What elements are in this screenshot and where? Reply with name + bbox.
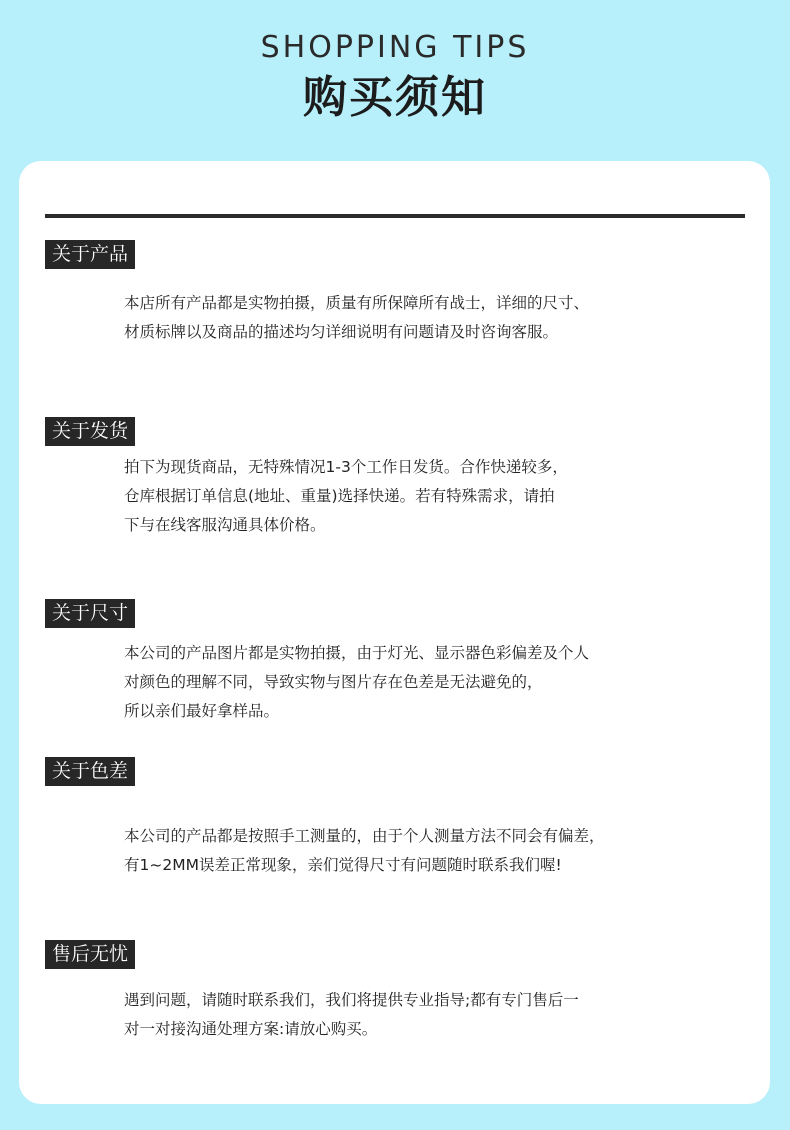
section-label-color: 关于色差 — [45, 757, 135, 786]
text-line: 对一对接沟通处理方案:请放心购买。 — [124, 1020, 378, 1038]
section-body-color — [124, 822, 724, 880]
text-line: 所以亲们最好拿样品。 — [124, 702, 280, 720]
text-line: 本公司的产品图片都是实物拍摄，由于灯光、显示器色彩偏差及个人 — [124, 644, 590, 662]
section-label-product: 关于产品 — [45, 240, 135, 269]
english-title: SHOPPING TIPS — [260, 30, 530, 65]
section-label-aftersales: 售后无忧 — [45, 940, 135, 969]
text-line: 遇到问题，请随时联系我们，我们将提供专业指导;都有专门售后一 — [124, 991, 579, 1009]
chinese-title: 购买须知 — [303, 72, 487, 123]
section-label-size: 关于尺寸 — [45, 599, 135, 628]
section-body-aftersales — [124, 986, 724, 1044]
section-label-shipping: 关于发货 — [45, 417, 135, 446]
section-body-product — [124, 289, 724, 347]
text-line: 材质标牌以及商品的描述均匀详细说明有问题请及时咨询客服。 — [124, 323, 559, 341]
text-line: 本公司的产品都是按照手工测量的，由于个人测量方法不同会有偏差， — [124, 827, 605, 845]
text-line: 本店所有产品都是实物拍摄，质量有所保障所有战士，详细的尺寸、 — [124, 294, 590, 312]
section-body-size — [124, 639, 724, 726]
tips-card — [19, 161, 770, 1104]
text-line: 仓库根据订单信息(地址、重量)选择快递。若有特殊需求，请拍 — [124, 487, 555, 505]
text-line: 对颜色的理解不同，导致实物与图片存在色差是无法避免的， — [124, 673, 543, 691]
page-header — [0, 0, 790, 160]
section-body-shipping — [124, 453, 724, 540]
divider-rule — [45, 214, 745, 218]
text-line: 有1~2MM误差正常现象，亲们觉得尺寸有问题随时联系我们喔! — [124, 856, 562, 874]
text-line: 下与在线客服沟通具体价格。 — [124, 516, 326, 534]
text-line: 拍下为现货商品，无特殊情况1-3个工作日发货。合作快递较多， — [124, 458, 568, 476]
